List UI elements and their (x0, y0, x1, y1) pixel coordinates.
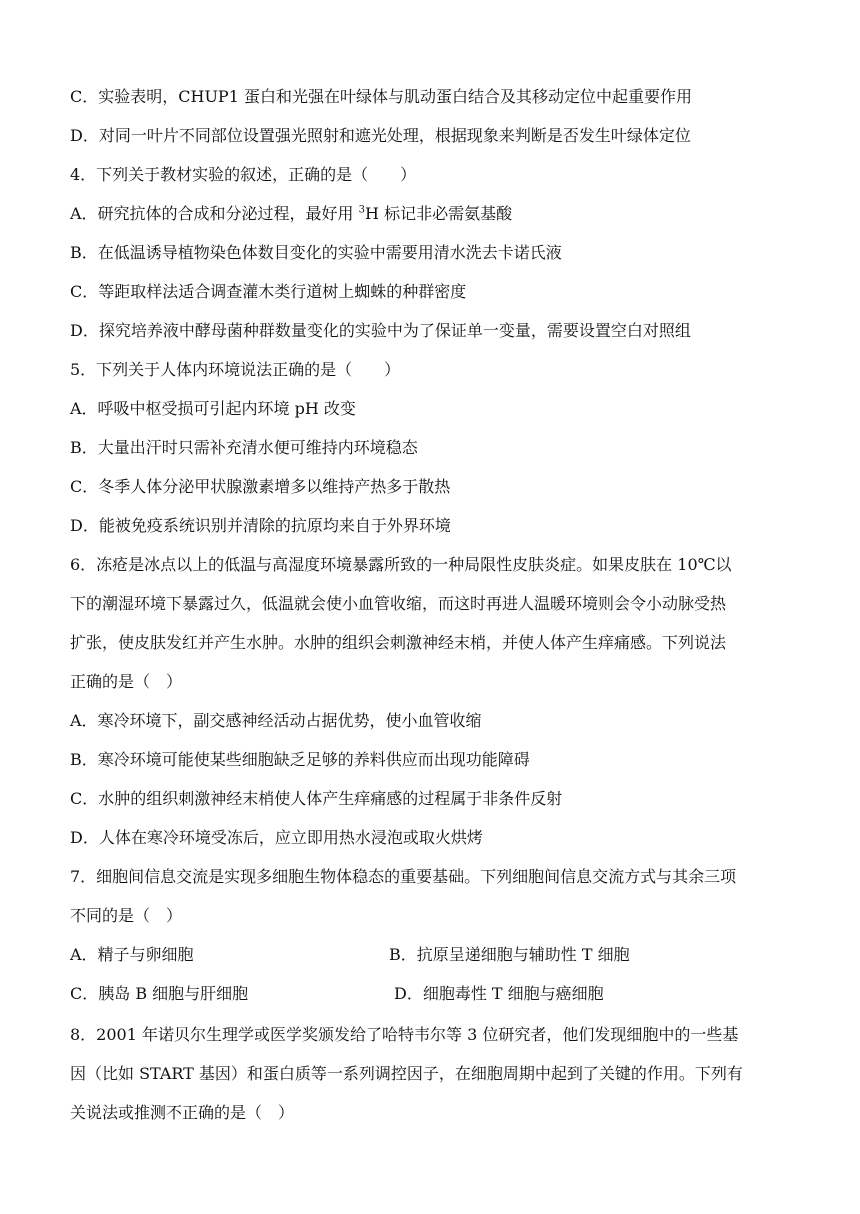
option-b-q6: B．寒冷环境可能使某些细胞缺乏足够的养料供应而出现功能障碍 (70, 750, 530, 769)
option-a-q5: A．呼吸中枢受损可引起内环境 pH 改变 (70, 399, 356, 418)
question-4: 4．下列关于教材实验的叙述，正确的是（ ） (70, 165, 417, 184)
option-a-q4-text-1: A．研究抗体的合成和分泌过程，最好用 (70, 204, 359, 223)
option-a-q4 (70, 204, 795, 224)
option-a-q7: A．精子与卵细胞 (70, 945, 194, 964)
superscript-3: 3 (358, 204, 366, 216)
option-b-q7: B．抗原呈递细胞与辅助性 T 细胞 (389, 945, 630, 964)
question-7-line-1: 7．细胞间信息交流是实现多细胞生物体稳态的重要基础。下列细胞间信息交流方式与其余三项 (70, 867, 737, 886)
option-d-q5: D．能被免疫系统识别并清除的抗原均来自于外界环境 (70, 516, 451, 535)
question-8-line-1: 8．2001 年诺贝尔生理学或医学奖颁发给了哈特韦尔等 3 位研究者，他们发现细胞中的一些基 (70, 1025, 739, 1044)
question-6-line-3: 扩张，使皮肤发红并产生水肿。水肿的组织会刺激神经末梢，并使人体产生痒痛感。下列说法 (70, 633, 727, 652)
question-6-line-4: 正确的是（ ） (70, 672, 183, 691)
option-a-q6: A．寒冷环境下，副交感神经活动占据优势，使小血管收缩 (70, 711, 482, 730)
option-a-q4-text-2: H 标记非必需氨基酸 (365, 204, 513, 223)
question-8-line-3: 关说法或推测不正确的是（ ） (70, 1103, 295, 1122)
question-6-line-1: 6．冻疮是冰点以上的低温与高湿度环境暴露所致的一种局限性皮肤炎症。如果皮肤在 10℃以 (70, 555, 732, 574)
option-d-q7: D．细胞毒性 T 细胞与癌细胞 (394, 984, 604, 1003)
option-d-q3: D．对同一叶片不同部位设置强光照射和遮光处理，根据现象来判断是否发生叶绿体定位 (70, 126, 691, 145)
option-c-q4: C．等距取样法适合调查灌木类行道树上蜘蛛的种群密度 (70, 282, 467, 301)
option-d-q4: D．探究培养液中酵母菌种群数量变化的实验中为了保证单一变量，需要设置空白对照组 (70, 321, 691, 340)
question-5: 5．下列关于人体内环境说法正确的是（ ） (70, 360, 401, 379)
question-7-line-2: 不同的是（ ） (70, 906, 183, 925)
option-c-q7: C．胰岛 B 细胞与肝细胞 (70, 984, 249, 1003)
option-b-q5: B．大量出汗时只需补充清水便可维持内环境稳态 (70, 438, 418, 457)
option-c-q3: C．实验表明，CHUP1 蛋白和光强在叶绿体与肌动蛋白结合及其移动定位中起重要作用 (70, 87, 692, 106)
question-8-line-2: 因（比如 START 基因）和蛋白质等一系列调控因子，在细胞周期中起到了关键的作用。下列有 (70, 1064, 743, 1083)
option-d-q6: D．人体在寒冷环境受冻后，应立即用热水浸泡或取火烘烤 (70, 828, 483, 847)
question-6-line-2: 下的潮湿环境下暴露过久，低温就会使小血管收缩，而这时再进人温暖环境则会令小动脉受热 (70, 594, 727, 613)
option-b-q4: B．在低温诱导植物染色体数目变化的实验中需要用清水洗去卡诺氏液 (70, 243, 562, 262)
option-c-q6: C．水肿的组织刺激神经末梢使人体产生痒痛感的过程属于非条件反射 (70, 789, 563, 808)
option-c-q5: C．冬季人体分泌甲状腺激素增多以维持产热多于散热 (70, 477, 451, 496)
